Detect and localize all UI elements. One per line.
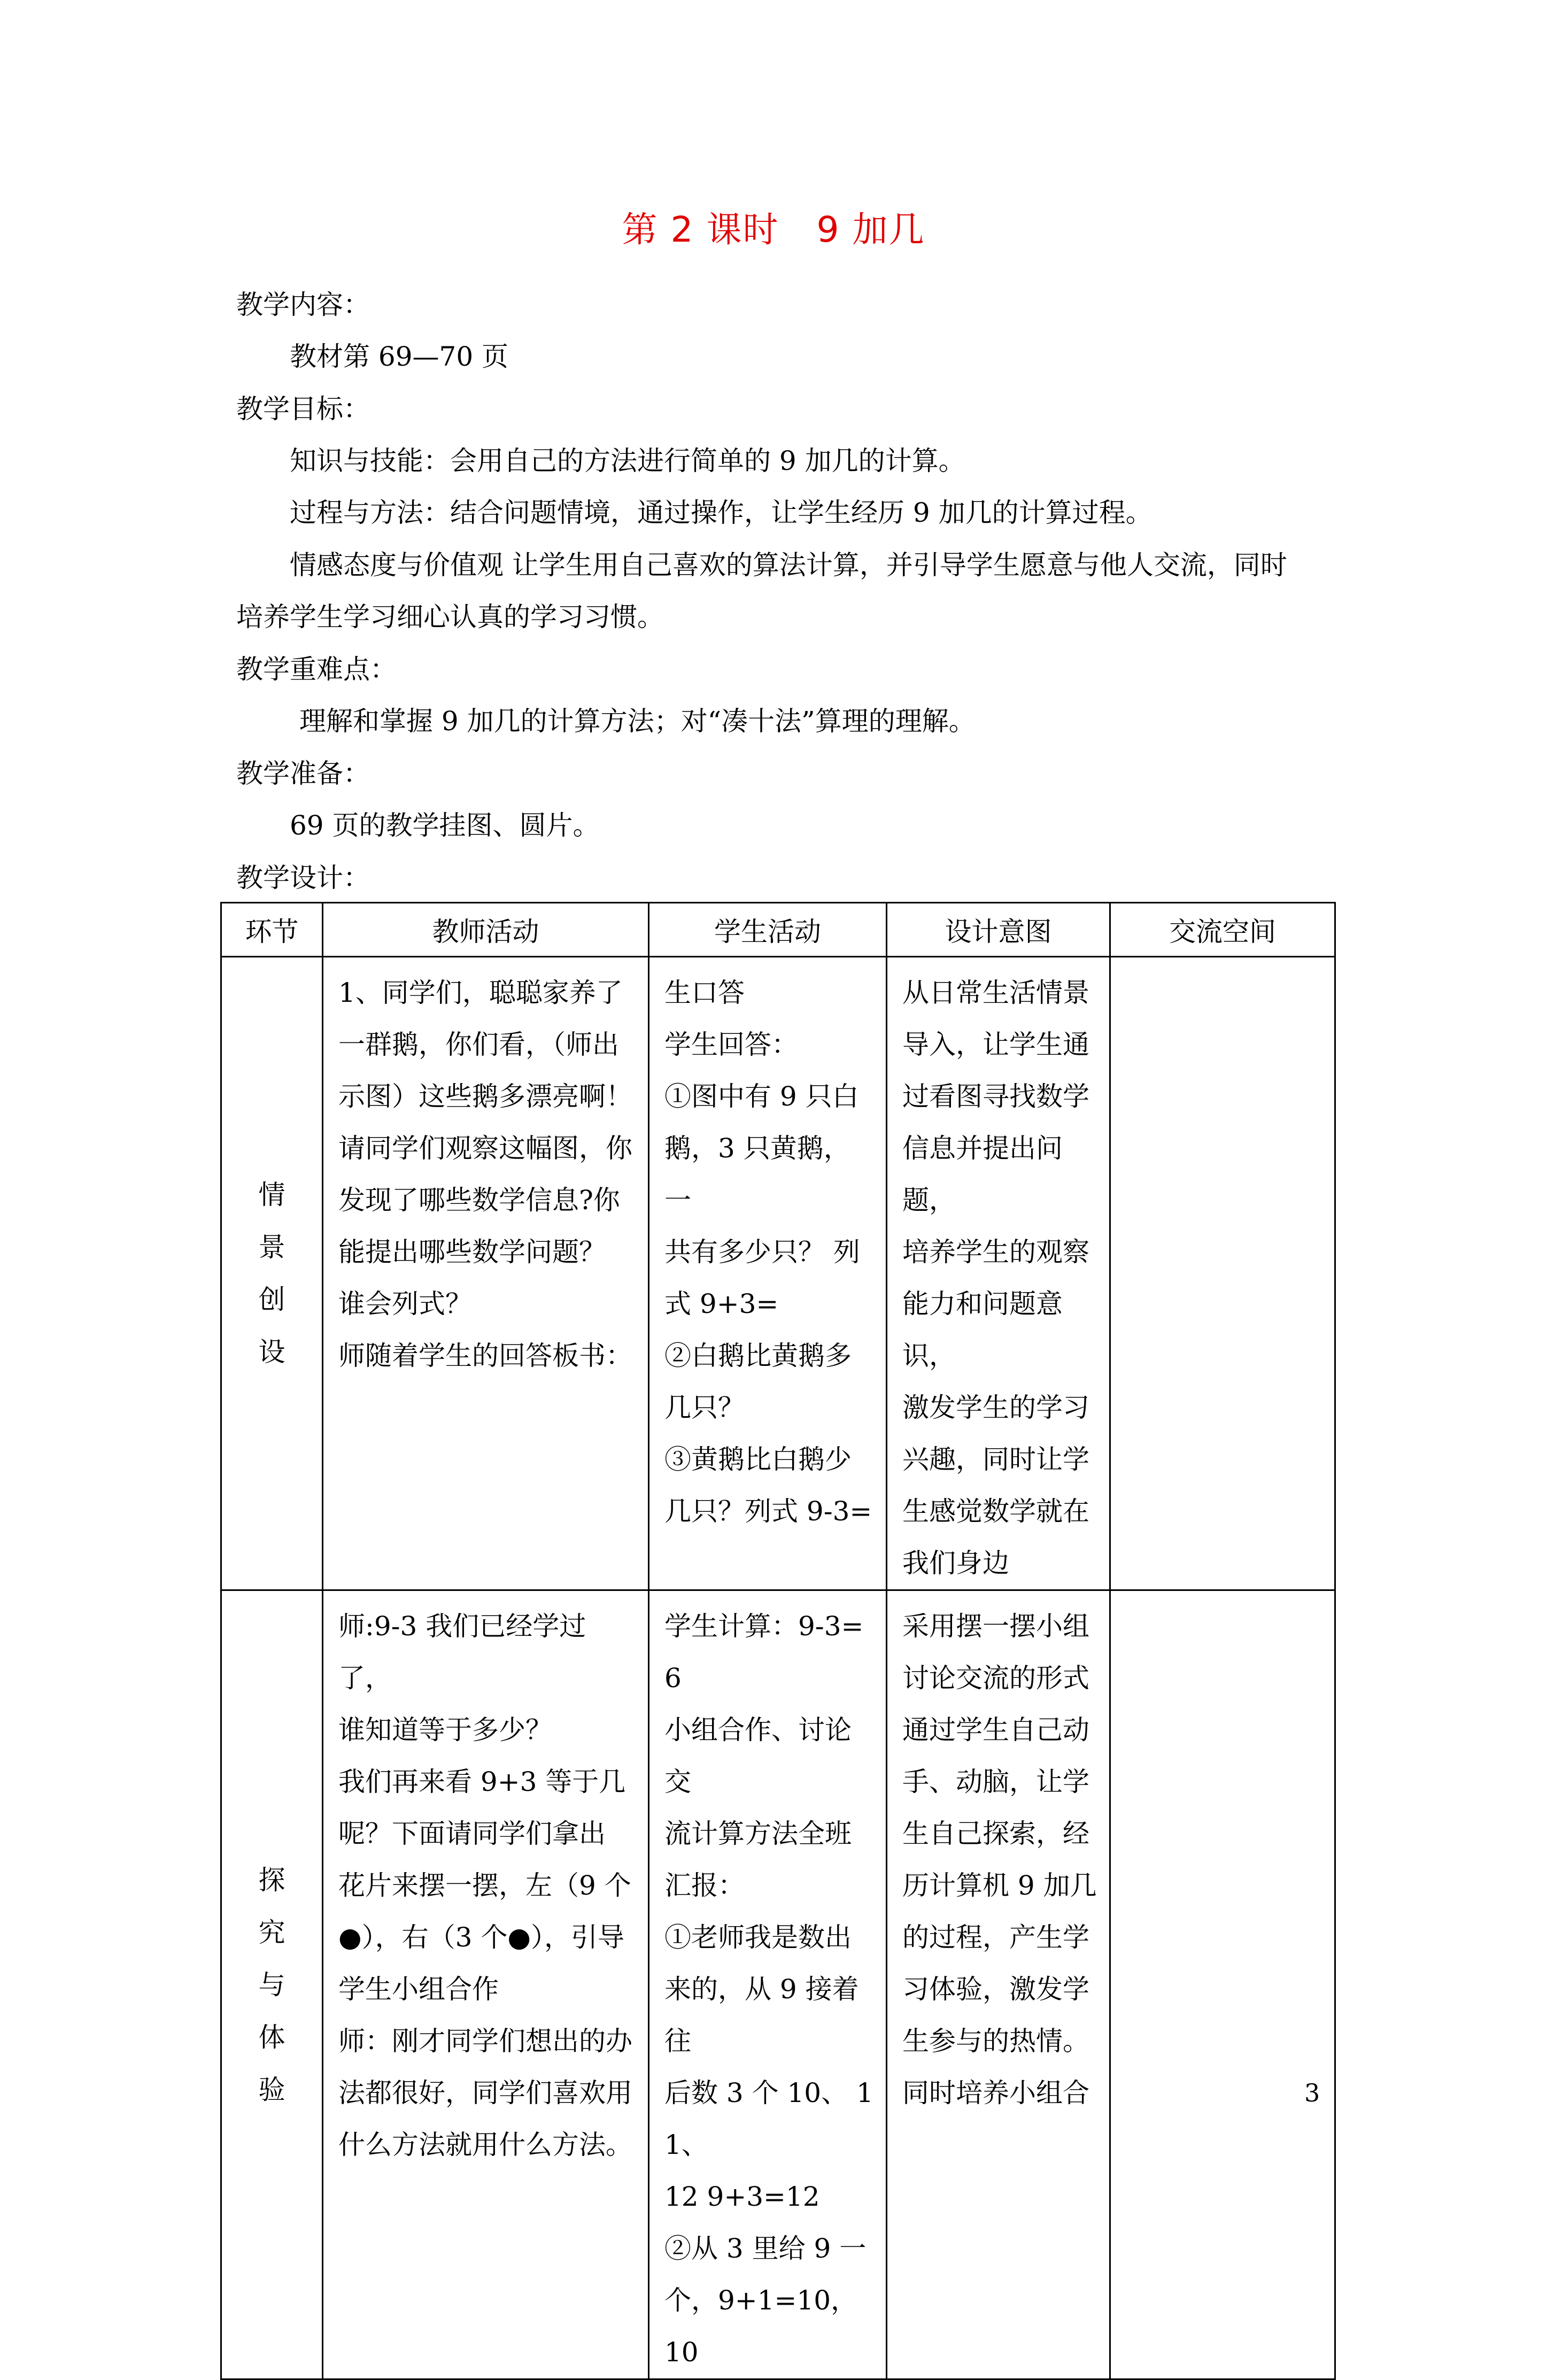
goal-attitude-line2: 培养学生学习细心认真的学习习惯。 — [236, 601, 664, 632]
design-intent-cell: 从日常生活情景 导入，让学生通 过看图寻找数学 信息并提出问题， 培养学生的观察 能力和问题意识， 激发学生的学习 兴趣，同时让学 生感觉数学就在 我们身边 — [887, 957, 1110, 1590]
stage-cell: 探 究 与 体 验 — [221, 1590, 323, 2379]
page-title — [0, 206, 1547, 254]
stage-cell: 情 景 创 设 — [221, 957, 323, 1590]
header-stage: 环节 — [221, 903, 323, 957]
table-row — [221, 957, 1335, 1590]
student-activity-cell: 学生计算：9-3=6 小组合作、讨论交 流计算方法全班 汇报： ①老师我是数出 来的，从 9 接着往 后数 3 个 10、 11、 12 9+3=12 ②从 3 里给 9 一 个，9+1=10，10 — [649, 1590, 887, 2379]
exchange-space-cell — [1110, 957, 1335, 1590]
design-label: 教学设计： — [236, 862, 370, 893]
title-topic: 9 加几 — [816, 209, 925, 250]
design-table — [220, 902, 1336, 2380]
design-intent-cell: 采用摆一摆小组 讨论交流的形式 通过学生自己动 手、动脑，让学 生自己探索，经 历计算机 9 加几 的过程，产生学 习体验，激发学 生参与的热情。 同时培养小组合 — [887, 1590, 1110, 2379]
goals-label: 教学目标： — [236, 393, 370, 424]
keypoints-text: 理解和掌握 9 加几的计算方法；对“凑十法”算理的理解。 — [299, 706, 976, 737]
page-number: 3 — [1304, 2078, 1320, 2107]
goal-attitude-line1: 情感态度与价值观 让学生用自己喜欢的算法计算，并引导学生愿意与他人交流，同时 — [290, 550, 1287, 581]
exchange-space-cell — [1110, 1590, 1335, 2379]
header-design-intent: 设计意图 — [887, 903, 1110, 957]
header-teacher-activity: 教师活动 — [323, 903, 649, 957]
header-exchange-space: 交流空间 — [1110, 903, 1335, 957]
student-activity-cell: 生口答 学生回答： ①图中有 9 只白 鹅，3 只黄鹅，一 共有多少只？ 列 式 9+3= ②白鹅比黄鹅多 几只？ ③黄鹅比白鹅少 几只？列式 9-3= — [649, 957, 887, 1590]
header-student-activity: 学生活动 — [649, 903, 887, 957]
title-lesson: 第 2 课时 — [622, 209, 779, 250]
prep-text: 69 页的教学挂图、圆片。 — [290, 810, 600, 841]
teacher-activity-cell: 1、同学们，聪聪家养了 一群鹅，你们看，（师出 示图）这些鹅多漂亮啊！ 请同学们观察这幅图，你 发现了哪些数学信息?你 能提出哪些数学问题？ 谁会列式？ 师随着学生的回答板书： — [323, 957, 649, 1590]
content-label: 教学内容： — [236, 289, 370, 320]
table-row — [221, 1590, 1335, 2379]
content-text: 教材第 69—70 页 — [290, 341, 509, 372]
table-header-row — [221, 903, 1335, 957]
keypoints-label: 教学重难点： — [236, 654, 397, 685]
teacher-activity-cell: 师:9-3 我们已经学过了， 谁知道等于多少？ 我们再来看 9+3 等于几 呢？下面请同学们拿出 花片来摆一摆，左（9 个 ●），右（3 个●），引导 学生小组合作 师：刚才同学们想出的办 法都很好，同学们喜欢用 什么方法就用什么方法。 — [323, 1590, 649, 2379]
goal-process: 过程与方法：结合问题情境，通过操作，让学生经历 9 加几的计算过程。 — [290, 497, 1152, 528]
prep-label: 教学准备： — [236, 758, 370, 789]
goal-knowledge: 知识与技能：会用自己的方法进行简单的 9 加几的计算。 — [290, 445, 965, 476]
